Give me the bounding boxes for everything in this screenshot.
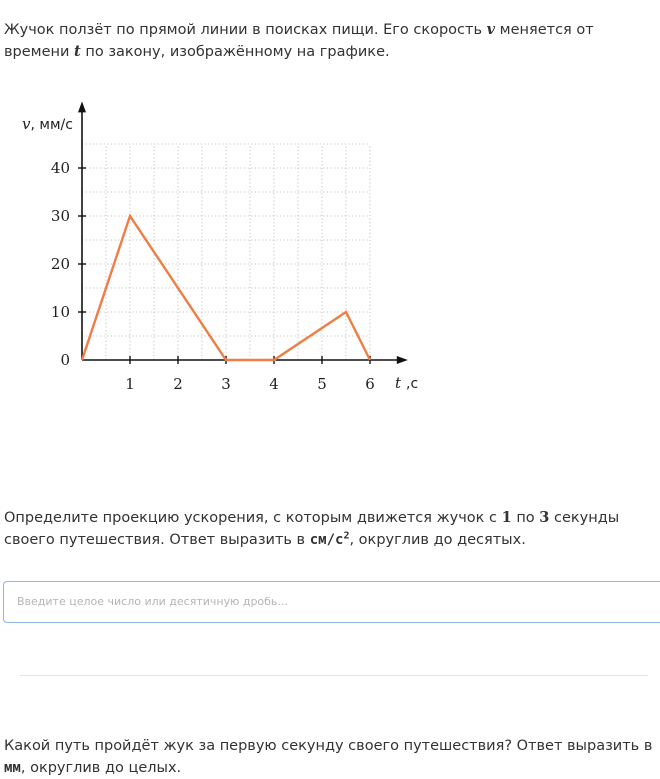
y-tick-label: 20 [50, 255, 70, 273]
question-number: 3 [539, 508, 550, 526]
x-tick-label: 6 [365, 375, 375, 393]
y-axis-variable: v [22, 115, 31, 133]
question-number: 1 [501, 508, 512, 526]
y-tick-label: 10 [50, 303, 70, 321]
x-tick-label: 2 [173, 375, 183, 393]
question-acceleration [4, 507, 658, 551]
time-variable: t [74, 42, 81, 60]
y-axis-arrow [78, 101, 86, 112]
y-axis-unit: , мм/с [30, 117, 73, 133]
question-text-part: , округлив до десятых. [349, 531, 526, 548]
answer-unit [309, 529, 350, 548]
y-tick-label: 40 [50, 159, 70, 177]
y-tick-label: 0 [60, 351, 70, 369]
x-tick-label: 3 [221, 375, 231, 393]
chart-axes [78, 101, 408, 364]
chart-ticks [51, 159, 375, 393]
y-axis-label [22, 115, 73, 133]
answer-unit-base: см/с [309, 531, 344, 548]
question-text-part: Определите проекцию ускорения, с которым движется жучок с [4, 509, 502, 526]
question-text-part: секунды своего путешествия. Ответ выразить в [4, 509, 620, 548]
answer-field[interactable] [3, 581, 660, 623]
problem-text [4, 19, 658, 63]
x-axis-unit: ,с [406, 376, 419, 392]
x-axis-variable: t [395, 374, 402, 392]
x-tick-label: 4 [269, 375, 279, 393]
answer-unit: мм [4, 759, 21, 776]
question-distance [4, 735, 658, 779]
y-tick-label: 30 [50, 207, 70, 225]
problem-text-part: по закону, изображённому на графике. [80, 43, 390, 60]
problem-text-part: меняется от времени [4, 21, 594, 60]
chart-grid [82, 144, 370, 360]
x-tick-label: 5 [317, 375, 327, 393]
question-text-part: Какой путь пройдёт жук за первую секунду своего путешествия? Ответ выразить в [4, 737, 653, 754]
answer-input[interactable] [4, 582, 630, 620]
divider [20, 675, 648, 676]
x-axis-label [395, 374, 418, 392]
velocity-time-chart [0, 100, 460, 400]
question-text-part: , округлив до целых. [20, 759, 182, 776]
question-text-part: по [511, 509, 540, 526]
x-axis-arrow [397, 356, 408, 364]
problem-text-part: Жучок ползёт по прямой линии в поисках пищи. Его скорость [4, 21, 487, 38]
answer-unit-exponent: 2 [343, 529, 350, 541]
x-tick-label: 1 [125, 375, 135, 393]
velocity-variable: v [486, 20, 496, 38]
